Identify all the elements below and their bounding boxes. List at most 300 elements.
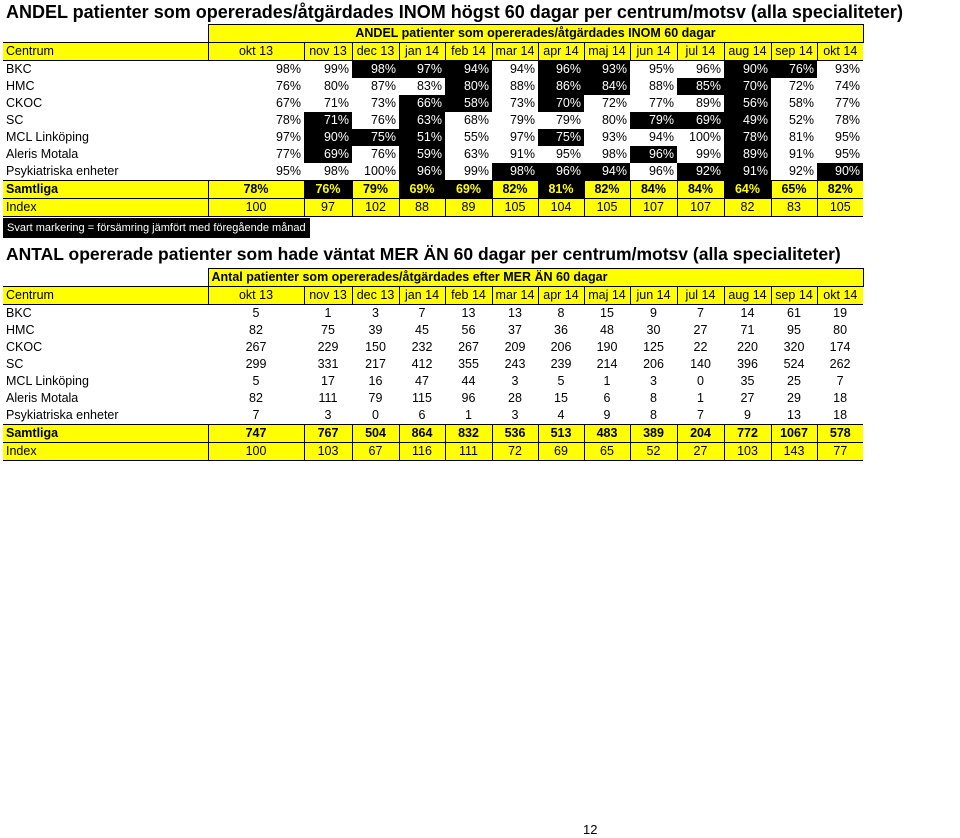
- column-header-month: mar 14: [492, 43, 538, 61]
- table-cell: 55%: [463, 130, 489, 144]
- table-cell: 71%: [304, 112, 352, 129]
- table-cell: 483: [584, 425, 630, 443]
- share-within-60-days-table: [3, 24, 864, 217]
- table-cell: 72%: [788, 79, 814, 93]
- table-cell: 105: [584, 199, 630, 217]
- table-cell: 832: [445, 425, 492, 443]
- table-cell: 232: [411, 340, 433, 354]
- table-cell: 71: [740, 323, 755, 337]
- table-cell: 88%: [509, 79, 535, 93]
- table-cell: 14: [740, 306, 755, 320]
- table-cell: 78%: [835, 113, 861, 127]
- table-cell: 82: [249, 323, 263, 337]
- table-cell: 116: [399, 443, 445, 461]
- table-cell: 99%: [323, 62, 349, 76]
- table-cell: 80%: [445, 78, 492, 95]
- row-label: Psykiatriska enheter: [6, 164, 119, 178]
- legend-note: Svart markering = försämring jämfört med föregående månad: [3, 218, 310, 238]
- table-cell: 1067: [771, 425, 817, 443]
- table-cell: 0: [372, 408, 379, 422]
- table-cell: 103: [724, 443, 771, 461]
- row-label: HMC: [6, 323, 35, 337]
- index-row: [3, 199, 863, 217]
- column-header-month: maj 14: [584, 43, 630, 61]
- table-row: [3, 390, 863, 407]
- row-label: Samtliga: [3, 425, 208, 443]
- row-label: HMC: [6, 79, 35, 93]
- column-header-month: sep 14: [771, 287, 817, 305]
- table-cell: 76%: [304, 181, 352, 199]
- table-cell: 6: [418, 408, 426, 422]
- table-cell: 206: [550, 340, 572, 354]
- table2-title: ANTAL opererade patienter som hade väntat MER ÄN 60 dagar per centrum/motsv (alla specialiteter): [6, 244, 841, 264]
- table-cell: 74%: [835, 79, 861, 93]
- table-cell: 267: [458, 340, 479, 354]
- table-cell: 89: [445, 199, 492, 217]
- table-cell: 767: [304, 425, 352, 443]
- table-cell: 94%: [648, 130, 674, 144]
- table-cell: 66%: [399, 95, 445, 112]
- column-header-month: okt 13: [208, 43, 304, 61]
- table-row: [3, 322, 863, 339]
- table-row: [3, 146, 863, 163]
- table-cell: 79%: [509, 113, 535, 127]
- page-number: 12: [583, 822, 598, 837]
- table-cell: 17: [321, 374, 335, 388]
- table-cell: 99%: [695, 147, 721, 161]
- table-cell: 79%: [555, 113, 581, 127]
- table-cell: 7: [697, 306, 704, 320]
- table-cell: 102: [352, 199, 399, 217]
- table-cell: 80: [833, 323, 848, 337]
- table-cell: 99%: [463, 164, 489, 178]
- table-cell: 73%: [509, 96, 535, 110]
- caption-spacer: [3, 25, 208, 43]
- table-cell: 79: [368, 391, 383, 405]
- table1-title: ANDEL patienter som opererades/åtgärdades INOM högst 60 dagar per centrum/motsv (alla specialiteter): [6, 2, 903, 22]
- row-label: Psykiatriska enheter: [6, 408, 119, 422]
- table-cell: 58%: [445, 95, 492, 112]
- column-header-month: okt 14: [817, 287, 863, 305]
- table-cell: 98%: [601, 147, 627, 161]
- table-cell: 115: [412, 391, 432, 405]
- table-cell: 25: [787, 374, 801, 388]
- table-cell: 78%: [208, 181, 304, 199]
- table-cell: 84%: [584, 78, 630, 95]
- table-cell: 97: [304, 199, 352, 217]
- table-cell: 78%: [275, 113, 301, 127]
- column-header-centrum: Centrum: [3, 43, 208, 61]
- table-cell: 15: [600, 306, 614, 320]
- table-cell: 52: [630, 443, 677, 461]
- table-cell: 76%: [275, 79, 301, 93]
- column-header-month: jul 14: [677, 287, 724, 305]
- row-label: Aleris Motala: [6, 391, 79, 405]
- header-row: [3, 287, 863, 305]
- column-header-month: apr 14: [538, 287, 584, 305]
- table-cell: 6: [603, 391, 611, 405]
- table-cell: 79%: [352, 181, 399, 199]
- row-label: Aleris Motala: [6, 147, 79, 161]
- table-cell: 524: [783, 357, 805, 371]
- table-cell: 70%: [724, 78, 771, 95]
- table-cell: 82: [249, 391, 263, 405]
- row-label: MCL Linköping: [6, 130, 89, 144]
- table-cell: 209: [504, 340, 526, 354]
- table-row: [3, 373, 863, 390]
- table-cell: 87%: [370, 79, 396, 93]
- row-label: BKC: [6, 62, 32, 76]
- table-cell: 95%: [555, 147, 581, 161]
- column-header-month: maj 14: [584, 287, 630, 305]
- table-cell: 15: [554, 391, 568, 405]
- table-cell: 79%: [630, 112, 677, 129]
- table-cell: 5: [557, 374, 565, 388]
- table-cell: 80%: [601, 113, 627, 127]
- table-cell: 18: [833, 391, 848, 405]
- table-cell: 75%: [538, 129, 584, 146]
- table-row: [3, 112, 863, 129]
- index-row: [3, 443, 863, 461]
- table-cell: 90%: [817, 163, 863, 181]
- count-over-60-days-table: [3, 268, 864, 461]
- table-cell: 9: [650, 306, 657, 320]
- table-cell: 58%: [788, 96, 814, 110]
- table-cell: 64%: [724, 181, 771, 199]
- table-cell: 19: [833, 306, 848, 320]
- table-cell: 84%: [630, 181, 677, 199]
- table-cell: 35: [740, 374, 755, 388]
- table-cell: 77: [817, 443, 863, 461]
- table-cell: 92%: [677, 163, 724, 181]
- table-cell: 396: [737, 357, 758, 371]
- table-cell: 98%: [352, 61, 399, 79]
- table-cell: 83%: [416, 79, 442, 93]
- table-cell: 107: [677, 199, 724, 217]
- table-cell: 7: [697, 408, 704, 422]
- table-cell: 105: [817, 199, 863, 217]
- table-cell: 77%: [648, 96, 674, 110]
- column-header-month: jul 14: [677, 43, 724, 61]
- table-cell: 412: [411, 357, 433, 371]
- table-cell: 96: [461, 391, 476, 405]
- table-cell: 111: [445, 443, 492, 461]
- table-cell: 51%: [399, 129, 445, 146]
- table-cell: 7: [252, 408, 260, 422]
- table-cell: 1: [603, 374, 611, 388]
- table-cell: 143: [771, 443, 817, 461]
- table-cell: 63%: [399, 112, 445, 129]
- table-cell: 96%: [630, 146, 677, 163]
- table-cell: 1: [697, 391, 704, 405]
- table-cell: 56%: [724, 95, 771, 112]
- table-cell: 331: [317, 357, 339, 371]
- table-cell: 96%: [648, 164, 674, 178]
- table-row: [3, 305, 863, 323]
- table-row: [3, 95, 863, 112]
- table-cell: 8: [650, 408, 657, 422]
- table-cell: 536: [492, 425, 538, 443]
- table-cell: 85%: [677, 78, 724, 95]
- table-cell: 75%: [352, 129, 399, 146]
- table-row: [3, 356, 863, 373]
- table-cell: 91%: [788, 147, 814, 161]
- table-cell: 100: [208, 443, 304, 461]
- table-cell: 65: [584, 443, 630, 461]
- row-label: SC: [6, 357, 24, 371]
- table-cell: 88%: [648, 79, 674, 93]
- table-cell: 96%: [695, 62, 721, 76]
- table-cell: 96%: [538, 163, 584, 181]
- table-cell: 111: [318, 391, 338, 405]
- table-cell: 100%: [364, 164, 396, 178]
- table-cell: 772: [724, 425, 771, 443]
- table-cell: 86%: [538, 78, 584, 95]
- table-cell: 69%: [304, 146, 352, 163]
- table-cell: 48: [600, 323, 614, 337]
- table-cell: 204: [677, 425, 724, 443]
- table-row: [3, 129, 863, 146]
- table-cell: 44: [461, 374, 476, 388]
- table-cell: 72: [492, 443, 538, 461]
- table-cell: 229: [317, 340, 339, 354]
- table-cell: 7: [836, 374, 844, 388]
- table-cell: 98%: [275, 62, 301, 76]
- row-label: Index: [3, 199, 208, 217]
- table-cell: 39: [368, 323, 383, 337]
- table-cell: 22: [693, 340, 708, 354]
- table-cell: 320: [783, 340, 805, 354]
- table-cell: 1: [465, 408, 472, 422]
- table-cell: 95%: [648, 62, 674, 76]
- table-cell: 8: [557, 306, 565, 320]
- row-label: BKC: [6, 306, 32, 320]
- table-cell: 18: [833, 408, 848, 422]
- table-caption: ANDEL patienter som opererades/åtgärdades INOM 60 dagar: [208, 25, 863, 43]
- table-cell: 9: [744, 408, 751, 422]
- table-cell: 36: [554, 323, 568, 337]
- table-cell: 95: [787, 323, 801, 337]
- table-cell: 81%: [538, 181, 584, 199]
- table-cell: 93%: [601, 130, 627, 144]
- table-cell: 73%: [370, 96, 396, 110]
- table-cell: 98%: [323, 164, 349, 178]
- table-cell: 63%: [463, 147, 489, 161]
- table-cell: 93%: [835, 62, 861, 76]
- table-cell: 82%: [817, 181, 863, 199]
- table-cell: 68%: [463, 113, 489, 127]
- table-row: [3, 339, 863, 356]
- table-cell: 27: [677, 443, 724, 461]
- table-cell: 92%: [788, 164, 814, 178]
- table-cell: 100: [208, 199, 304, 217]
- table-cell: 69: [538, 443, 584, 461]
- table-cell: 80%: [323, 79, 349, 93]
- table-cell: 125: [643, 340, 664, 354]
- table-cell: 76%: [370, 147, 396, 161]
- table-cell: 75: [321, 323, 335, 337]
- table-cell: 239: [550, 357, 572, 371]
- column-header-month: jan 14: [399, 43, 445, 61]
- column-header-month: okt 13: [208, 287, 304, 305]
- table-cell: 91%: [509, 147, 535, 161]
- table-cell: 97%: [509, 130, 535, 144]
- header-row: [3, 43, 863, 61]
- table-cell: 504: [352, 425, 399, 443]
- table-cell: 59%: [399, 146, 445, 163]
- caption-spacer: [3, 269, 208, 287]
- table-cell: 69%: [445, 181, 492, 199]
- table-cell: 29: [787, 391, 801, 405]
- row-label: SC: [6, 113, 24, 127]
- row-label: Samtliga: [3, 181, 208, 199]
- table-row: [3, 78, 863, 95]
- table-cell: 3: [324, 408, 332, 422]
- table-row: [3, 163, 863, 181]
- table-cell: 13: [461, 306, 476, 320]
- table-cell: 190: [596, 340, 618, 354]
- table-cell: 94%: [509, 62, 535, 76]
- row-label: Index: [3, 443, 208, 461]
- table-cell: 140: [690, 357, 711, 371]
- table-cell: 98%: [492, 163, 538, 181]
- table-cell: 94%: [445, 61, 492, 79]
- table-cell: 262: [829, 357, 851, 371]
- table-cell: 56: [461, 323, 476, 337]
- table-cell: 513: [538, 425, 584, 443]
- table-cell: 3: [511, 374, 519, 388]
- column-header-month: apr 14: [538, 43, 584, 61]
- table-caption: Antal patienter som opererades/åtgärdades efter MER ÄN 60 dagar: [208, 269, 863, 287]
- column-header-month: jun 14: [630, 287, 677, 305]
- table-cell: 84%: [677, 181, 724, 199]
- table-cell: 107: [630, 199, 677, 217]
- column-header-month: feb 14: [445, 287, 492, 305]
- table-cell: 3: [372, 306, 379, 320]
- table-cell: 100%: [689, 130, 721, 144]
- table-cell: 174: [829, 340, 851, 354]
- table-cell: 47: [415, 374, 429, 388]
- table-cell: 217: [365, 357, 386, 371]
- table-cell: 83: [771, 199, 817, 217]
- table-cell: 95%: [275, 164, 301, 178]
- table-cell: 94%: [584, 163, 630, 181]
- table-cell: 299: [245, 357, 267, 371]
- column-header-centrum: Centrum: [3, 287, 208, 305]
- table-cell: 747: [208, 425, 304, 443]
- table-cell: 77%: [275, 147, 301, 161]
- table-cell: 37: [508, 323, 522, 337]
- table-cell: 72%: [601, 96, 627, 110]
- table-cell: 69%: [677, 112, 724, 129]
- table-cell: 27: [693, 323, 708, 337]
- table-cell: 150: [365, 340, 386, 354]
- table-cell: 267: [245, 340, 267, 354]
- table-cell: 96%: [538, 61, 584, 79]
- table-cell: 49%: [724, 112, 771, 129]
- table-cell: 69%: [399, 181, 445, 199]
- table-cell: 67: [352, 443, 399, 461]
- table-cell: 81%: [788, 130, 814, 144]
- table-cell: 91%: [724, 163, 771, 181]
- row-label: MCL Linköping: [6, 374, 89, 388]
- table-row: [3, 407, 863, 425]
- table-cell: 389: [630, 425, 677, 443]
- column-header-month: sep 14: [771, 43, 817, 61]
- table-cell: 95%: [835, 147, 861, 161]
- table-cell: 65%: [771, 181, 817, 199]
- table-cell: 16: [368, 374, 383, 388]
- table-cell: 96%: [399, 163, 445, 181]
- column-header-month: mar 14: [492, 287, 538, 305]
- table-cell: 355: [458, 357, 479, 371]
- caption-row: [3, 269, 863, 287]
- table-cell: 4: [557, 408, 565, 422]
- table-cell: 77%: [835, 96, 861, 110]
- table-cell: 52%: [788, 113, 814, 127]
- table-cell: 67%: [275, 96, 301, 110]
- table-cell: 27: [740, 391, 755, 405]
- table-cell: 82: [724, 199, 771, 217]
- table-cell: 103: [304, 443, 352, 461]
- table-cell: 82%: [584, 181, 630, 199]
- table-cell: 1: [324, 306, 332, 320]
- table-cell: 93%: [584, 61, 630, 79]
- table-cell: 90%: [304, 129, 352, 146]
- table-cell: 864: [399, 425, 445, 443]
- table-cell: 76%: [771, 61, 817, 79]
- column-header-month: nov 13: [304, 43, 352, 61]
- table-cell: 90%: [724, 61, 771, 79]
- total-row: [3, 181, 863, 199]
- table-cell: 61: [787, 306, 801, 320]
- table-cell: 3: [511, 408, 519, 422]
- table-cell: 104: [538, 199, 584, 217]
- table-cell: 5: [252, 306, 260, 320]
- table-cell: 28: [508, 391, 522, 405]
- table-cell: 76%: [370, 113, 396, 127]
- table-cell: 30: [646, 323, 661, 337]
- table-cell: 82%: [492, 181, 538, 199]
- table-cell: 45: [415, 323, 429, 337]
- table-cell: 8: [650, 391, 657, 405]
- table-cell: 70%: [538, 95, 584, 112]
- table-cell: 13: [508, 306, 522, 320]
- column-header-month: aug 14: [724, 287, 771, 305]
- table-cell: 97%: [399, 61, 445, 79]
- table-cell: 13: [787, 408, 801, 422]
- table-cell: 243: [504, 357, 526, 371]
- column-header-month: aug 14: [724, 43, 771, 61]
- table-cell: 71%: [323, 96, 349, 110]
- table-cell: 578: [817, 425, 863, 443]
- table-cell: 3: [650, 374, 657, 388]
- table-row: [3, 61, 863, 79]
- row-label: CKOC: [6, 96, 43, 110]
- table-cell: 88: [399, 199, 445, 217]
- table-cell: 95%: [835, 130, 861, 144]
- table-cell: 0: [697, 374, 704, 388]
- caption-row: [3, 25, 863, 43]
- table-cell: 220: [737, 340, 758, 354]
- column-header-month: feb 14: [445, 43, 492, 61]
- table-cell: 105: [492, 199, 538, 217]
- column-header-month: jan 14: [399, 287, 445, 305]
- column-header-month: okt 14: [817, 43, 863, 61]
- table-cell: 9: [603, 408, 611, 422]
- table-cell: 7: [418, 306, 426, 320]
- total-row: [3, 425, 863, 443]
